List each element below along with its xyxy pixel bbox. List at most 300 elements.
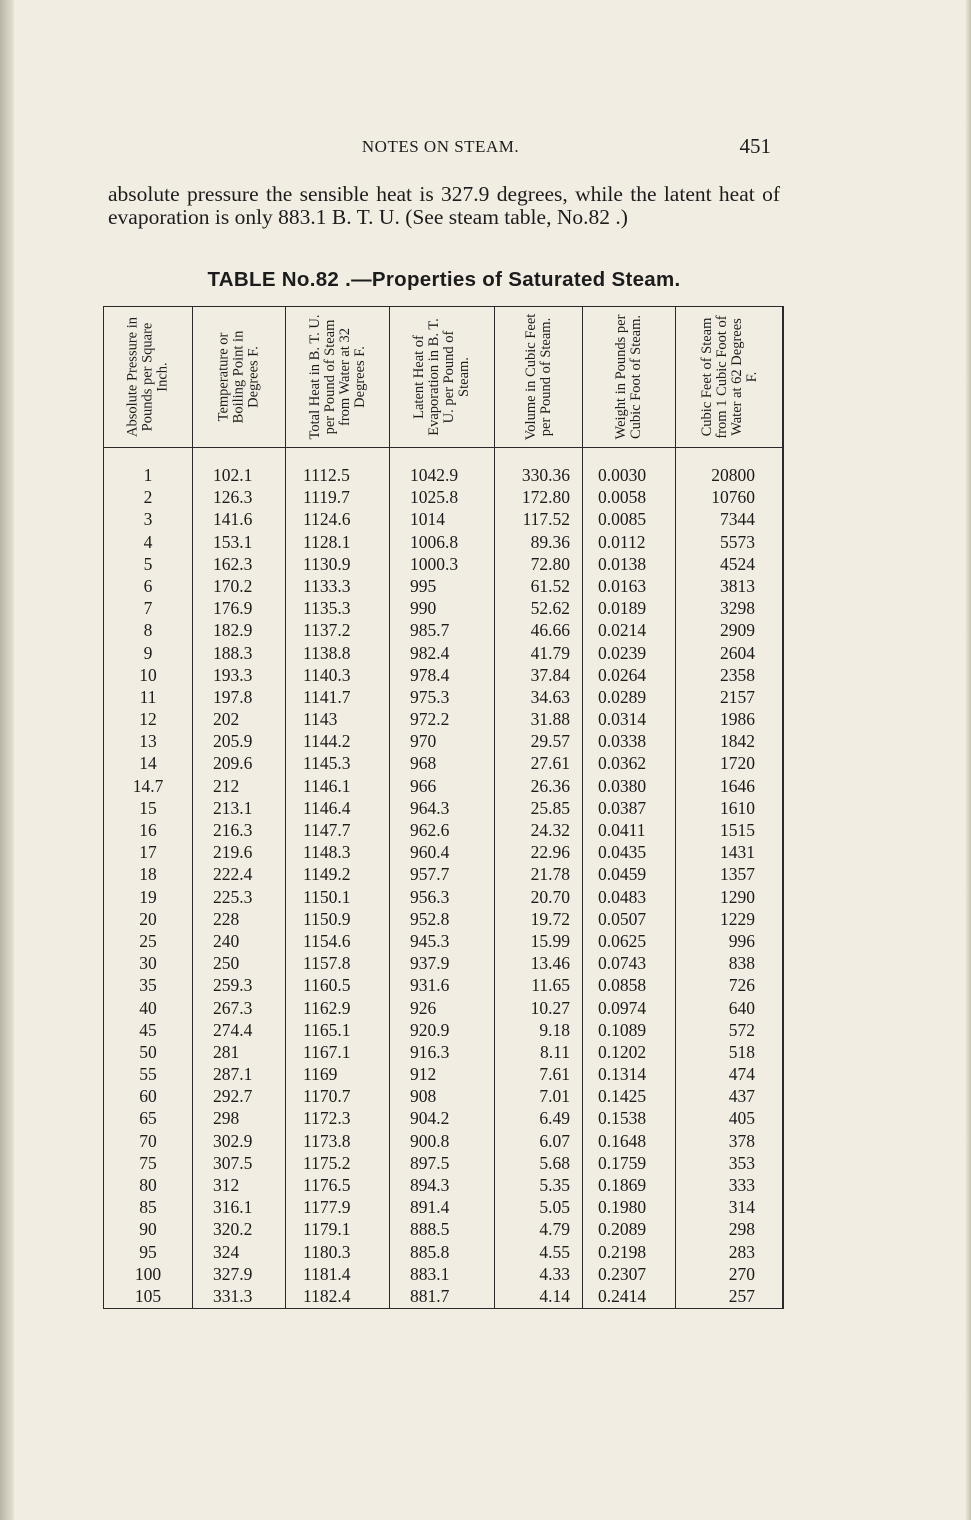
table-cell: 105 [134,1285,162,1306]
table-cell: 298 [728,1219,755,1240]
column-header-label: Cubic Feet of Steam from 1 Cubic Foot of Water at 62 Degrees F. [698,315,760,439]
table-cell: 0.0974 [598,997,647,1018]
table-cell: 1137.2 [303,620,351,641]
table-cell: 324 [213,1241,240,1262]
table-cell: 29.57 [530,731,570,752]
table-cell: 219.6 [213,842,253,863]
table-cell: 1146.4 [303,797,351,818]
table-cell: 20 [139,908,157,929]
weight-values [583,464,675,1307]
table-cell: 1290 [720,886,755,907]
table-cell: 126.3 [213,487,253,508]
page-gutter-shadow [0,0,14,1520]
column-header [495,307,582,448]
table-cell: 0.2414 [598,1285,647,1306]
table-cell: 19.72 [530,908,570,929]
table-cell: 0.0507 [598,908,647,929]
column-total-heat [286,307,390,1308]
table-cell: 952.8 [410,908,450,929]
table-cell: 1162.9 [303,997,351,1018]
table-cell: 4.79 [539,1219,570,1240]
table-cell: 900.8 [410,1130,450,1151]
table-cell: 1176.5 [303,1175,351,1195]
table-cell: 0.1648 [598,1130,647,1151]
table-cell: 1182.4 [303,1285,351,1306]
table-cell: 0.0380 [598,775,647,796]
table-cell: 90 [139,1219,157,1240]
table-cell: 968 [410,753,437,774]
table-cell: 0.1538 [598,1108,647,1129]
table-cell: 888.5 [410,1219,450,1240]
table-cell: 1173.8 [303,1130,351,1151]
table-cell: 4.33 [539,1263,570,1284]
table-cell: 257 [728,1285,755,1306]
table-cell: 960.4 [410,842,450,863]
table-cell: 250 [213,953,240,974]
table-cell: 24.32 [530,820,570,840]
table-cell: 5.35 [539,1175,570,1195]
table-cell: 19 [139,886,157,907]
table-cell: 330.36 [521,465,570,485]
table-cell: 182.9 [213,620,253,641]
table-cell: 316.1 [213,1197,253,1218]
table-cell: 18 [139,864,157,885]
table-cell: 1147.7 [303,820,351,840]
table-cell: 6.07 [539,1130,570,1151]
table-cell: 30 [139,953,157,974]
page-number: 451 [739,134,771,158]
table-cell: 1167.1 [303,1041,351,1062]
table-cell: 52.62 [530,598,570,619]
table-cell: 838 [728,953,755,974]
table-cell: 50 [139,1041,157,1062]
table-cell: 908 [410,1086,437,1107]
table-cell: 957.7 [410,864,450,885]
table-cell: 0.1202 [598,1041,647,1062]
table-cell: 11 [139,686,157,707]
table-cell: 213.1 [213,797,253,818]
table-cell: 1160.5 [303,975,351,996]
table-cell: 7.61 [539,1064,570,1085]
table-cell: 0.0858 [598,975,647,996]
table-cell: 972.2 [410,709,450,730]
table-cell: 937.9 [410,953,450,974]
table-cell: 281 [213,1041,240,1062]
table-cell: 8 [143,620,153,641]
table-cell: 35 [139,975,157,996]
table-cell: 1119.7 [303,487,350,508]
pressure-values [104,464,192,1307]
table-cell: 15.99 [530,930,570,951]
table-cell: 197.8 [213,686,253,707]
table-cell: 41.79 [530,642,570,663]
table-cell: 202 [213,709,240,730]
table-cell: 1138.8 [303,642,351,663]
table-cell: 314 [728,1197,755,1218]
table-cell: 1140.3 [303,664,351,685]
table-cell: 894.3 [410,1175,450,1195]
table-cell: 3 [143,509,153,530]
table-cell: 726 [728,975,755,996]
table-cell: 302.9 [213,1130,253,1151]
table-cell: 1357 [720,864,755,885]
table-cell: 897.5 [410,1152,450,1173]
column-header [390,307,494,448]
table-cell: 10760 [711,487,755,508]
table-cell: 176.9 [213,598,253,619]
table-cell: 1124.6 [303,509,351,530]
table-cell: 378 [728,1130,755,1151]
temperature-values [193,464,285,1307]
table-cell: 31.88 [530,709,570,730]
table-cell: 1006.8 [410,531,459,552]
table-cell: 0.0189 [598,598,647,619]
table-cell: 13.46 [530,953,570,974]
table-cell: 931.6 [410,975,450,996]
column-header-label: Volume in Cubic Feet per Pound of Steam. [522,313,554,441]
table-cell: 46.66 [530,620,570,641]
table-cell: 212 [213,775,240,796]
table-cell: 0.0163 [598,575,647,596]
table-cell: 188.3 [213,642,253,663]
column-header [193,307,285,448]
table-cell: 8.11 [540,1041,570,1062]
table-cell: 205.9 [213,731,253,752]
table-cell: 1128.1 [303,531,351,552]
table-cell: 1986 [720,709,755,730]
table-cell: 1175.2 [303,1152,351,1173]
table-cell: 1646 [720,775,755,796]
table-cell: 14.7 [132,775,164,796]
table-cell: 6.49 [539,1108,570,1129]
table-cell: 22.96 [530,842,570,863]
table-cell: 45 [139,1019,157,1040]
table-cell: 267.3 [213,997,253,1018]
table-cell: 956.3 [410,886,450,907]
table-cell: 1720 [720,753,755,774]
table-cell: 1842 [720,731,755,752]
column-cubic-feet [676,307,783,1308]
column-header [676,307,783,448]
table-cell: 7344 [720,509,755,530]
table-cell: 1181.4 [303,1263,351,1284]
table-cell: 0.0058 [598,487,647,508]
running-title: NOTES ON STEAM. [361,137,520,156]
table-cell: 27.61 [530,753,570,774]
table-cell: 162.3 [213,553,253,574]
table-cell: 13 [139,731,157,752]
table-cell: 0.0625 [598,930,647,951]
table-cell: 1133.3 [303,575,351,596]
column-header [286,307,389,448]
table-cell: 222.4 [213,864,253,885]
table-cell: 70 [139,1130,157,1151]
table-cell: 270 [728,1263,755,1284]
table-cell: 1144.2 [303,731,351,752]
table-cell: 80 [139,1175,157,1195]
table-cell: 72.80 [530,553,570,574]
table-cell: 1 [143,465,153,485]
table-cell: 5573 [720,531,755,552]
column-latent-heat [390,307,495,1308]
table-cell: 1148.3 [303,842,351,863]
table-cell: 1169 [303,1064,338,1085]
table-cell: 885.8 [410,1241,450,1262]
table-cell: 0.0743 [598,953,647,974]
page-edge-shadow [965,0,971,1520]
table-cell: 1165.1 [303,1019,351,1040]
table-cell: 259.3 [213,975,253,996]
table-cell: 25.85 [530,797,570,818]
table-cell: 0.0483 [598,886,647,907]
table-cell: 10.27 [530,997,570,1018]
total-heat-values [286,464,389,1307]
table-cell: 9.18 [539,1019,570,1040]
table-cell: 1515 [720,820,755,840]
table-cell: 437 [728,1086,755,1107]
table-cell: 916.3 [410,1041,450,1062]
table-cell: 9 [143,642,153,663]
table-cell: 34.63 [530,686,570,707]
table-cell: 4.55 [539,1241,570,1262]
table-cell: 912 [410,1064,437,1085]
table-cell: 0.1759 [598,1152,647,1173]
table-cell: 1157.8 [303,953,351,974]
table-cell: 1130.9 [303,553,351,574]
table-cell: 2604 [720,642,755,663]
table-cell: 3298 [720,598,755,619]
table-cell: 970 [410,731,437,752]
table-cell: 1000.3 [410,553,459,574]
table-cell: 985.7 [410,620,450,641]
table-cell: 292.7 [213,1086,253,1107]
table-cell: 75 [139,1152,157,1173]
running-head [108,134,773,160]
table-cell: 298 [213,1108,240,1129]
column-pressure [104,307,193,1308]
table-cell: 640 [728,997,755,1018]
table-cell: 240 [213,930,240,951]
table-cell: 572 [728,1019,755,1040]
volume-values [495,464,582,1307]
table-cell: 7.01 [539,1086,570,1107]
table-cell: 283 [728,1241,755,1262]
table-cell: 2 [143,487,153,508]
table-cell: 0.1089 [598,1019,647,1040]
table-cell: 170.2 [213,575,253,596]
table-cell: 962.6 [410,820,450,840]
table-cell: 881.7 [410,1285,450,1306]
table-cell: 1150.1 [303,886,351,907]
column-header-label: Total Heat in B. T. U. per Pound of Steam from Water at 32 Degrees F. [306,314,368,440]
table-cell: 474 [728,1064,755,1085]
table-cell: 945.3 [410,930,450,951]
column-header-label: Temperature or Boiling Point in Degrees F. [215,330,262,424]
table-cell: 0.1980 [598,1197,647,1218]
table-cell: 0.0435 [598,842,647,863]
table-cell: 996 [728,930,755,951]
table-cell: 153.1 [213,531,253,552]
table-cell: 904.2 [410,1108,450,1129]
table-cell: 14 [139,753,157,774]
table-cell: 117.52 [522,509,570,530]
table-cell: 5.68 [539,1152,570,1173]
table-cell: 0.1869 [598,1175,647,1195]
table-cell: 20.70 [530,886,570,907]
table-cell: 274.4 [213,1019,253,1040]
table-cell: 331.3 [213,1285,253,1306]
table-cell: 2909 [720,620,755,641]
table-cell: 0.2089 [598,1219,647,1240]
table-cell: 926 [410,997,437,1018]
table-cell: 995 [410,575,437,596]
table-cell: 966 [410,775,437,796]
table-cell: 7 [143,598,153,619]
intro-paragraph: absolute pressure the sensible heat is 327.9 degrees, while the latent heat of evaporation is only 883.1 B. T. U. (See steam table, No.82 .) [108,182,780,229]
table-cell: 12 [139,709,157,730]
table-cell: 333 [728,1175,755,1195]
table-cell: 4 [143,531,153,552]
column-weight [583,307,676,1308]
table-cell: 89.36 [530,531,570,552]
table-cell: 0.0085 [598,509,647,530]
table-cell: 1141.7 [303,686,351,707]
table-cell: 2157 [720,686,755,707]
table-cell: 0.1314 [598,1064,647,1085]
table-cell: 1112.5 [303,465,350,485]
column-header-label: Latent Heat of Evaporation in B. T. U. per Pound of Steam. [411,318,472,436]
table-cell: 15 [139,797,157,818]
table-cell: 0.0030 [598,465,647,485]
table-cell: 1172.3 [303,1108,351,1129]
table-cell: 1143 [303,709,338,730]
table-cell: 3813 [720,575,755,596]
table-cell: 228 [213,908,240,929]
table-cell: 6 [143,575,153,596]
table-cell: 1150.9 [303,908,351,929]
table-cell: 1145.3 [303,753,351,774]
table-cell: 1149.2 [303,864,351,885]
column-temperature [193,307,286,1308]
table-cell: 0.2198 [598,1241,647,1262]
table-cell: 883.1 [410,1263,450,1284]
table-cell: 37.84 [530,664,570,685]
table-cell: 20800 [711,465,755,485]
table-cell: 1179.1 [303,1219,351,1240]
table-cell: 0.0411 [598,820,646,840]
table-cell: 40 [139,997,157,1018]
table-cell: 982.4 [410,642,450,663]
table-cell: 0.0138 [598,553,647,574]
table-cell: 10 [139,664,157,685]
table-cell: 26.36 [530,775,570,796]
column-header [104,307,192,448]
table-cell: 0.0387 [598,797,647,818]
table-cell: 172.80 [521,487,570,508]
table-cell: 353 [728,1152,755,1173]
table-cell: 0.0289 [598,686,647,707]
table-cell: 1431 [720,842,755,863]
steam-properties-table [103,306,784,1309]
table-cell: 327.9 [213,1263,253,1284]
table-cell: 1170.7 [303,1086,351,1107]
table-cell: 920.9 [410,1019,450,1040]
column-volume [495,307,583,1308]
table-cell: 60 [139,1086,157,1107]
table-cell: 287.1 [213,1064,253,1085]
table-cell: 216.3 [213,820,253,840]
table-cell: 518 [728,1041,755,1062]
table-cell: 0.0239 [598,642,647,663]
table-cell: 141.6 [213,509,253,530]
table-cell: 1025.8 [410,487,459,508]
table-cell: 193.3 [213,664,253,685]
table-cell: 25 [139,930,157,951]
table-cell: 5.05 [539,1197,570,1218]
table-cell: 307.5 [213,1152,253,1173]
table-cell: 102.1 [213,465,253,485]
table-cell: 11.65 [531,975,570,996]
table-cell: 1229 [720,908,755,929]
table-cell: 0.0338 [598,731,647,752]
table-cell: 1135.3 [303,598,351,619]
column-header-label: Absolute Pressure in Pounds per Square Inch. [124,317,171,438]
column-header-label: Weight in Pounds per Cubic Foot of Steam. [613,314,644,440]
table-cell: 209.6 [213,753,253,774]
table-cell: 17 [139,842,157,863]
table-cell: 0.1425 [598,1086,647,1107]
table-cell: 990 [410,598,437,619]
cubic-feet-values [676,464,783,1307]
table-cell: 4.14 [539,1285,570,1306]
column-header [583,307,675,448]
table-cell: 0.0112 [598,531,646,552]
table-cell: 0.0314 [598,709,647,730]
table-cell: 1042.9 [410,465,459,485]
table-cell: 5 [143,553,153,574]
table-cell: 16 [139,820,157,840]
table-cell: 95 [139,1241,157,1262]
table-title: TABLE No.82 .—Properties of Saturated Steam. [207,268,681,291]
table-cell: 0.0214 [598,620,647,641]
table-cell: 1146.1 [303,775,351,796]
table-cell: 405 [728,1108,755,1129]
table-cell: 975.3 [410,686,450,707]
table-cell: 1014 [410,509,445,530]
table-cell: 100 [134,1263,162,1284]
table-cell: 1180.3 [303,1241,351,1262]
table-cell: 2358 [720,664,755,685]
table-cell: 1177.9 [303,1197,351,1218]
table-cell: 0.2307 [598,1263,647,1284]
table-cell: 55 [139,1064,157,1085]
table-cell: 0.0362 [598,753,647,774]
latent-heat-values [390,464,494,1307]
table-cell: 964.3 [410,797,450,818]
table-cell: 320.2 [213,1219,253,1240]
table-cell: 4524 [720,553,755,574]
table-cell: 61.52 [530,575,570,596]
table-cell: 85 [139,1197,157,1218]
table-cell: 0.0264 [598,664,647,685]
table-cell: 891.4 [410,1197,450,1218]
table-cell: 65 [139,1108,157,1129]
table-cell: 978.4 [410,664,450,685]
table-cell: 1154.6 [303,930,351,951]
table-cell: 225.3 [213,886,253,907]
table-cell: 1610 [720,797,755,818]
table-cell: 312 [213,1175,240,1195]
